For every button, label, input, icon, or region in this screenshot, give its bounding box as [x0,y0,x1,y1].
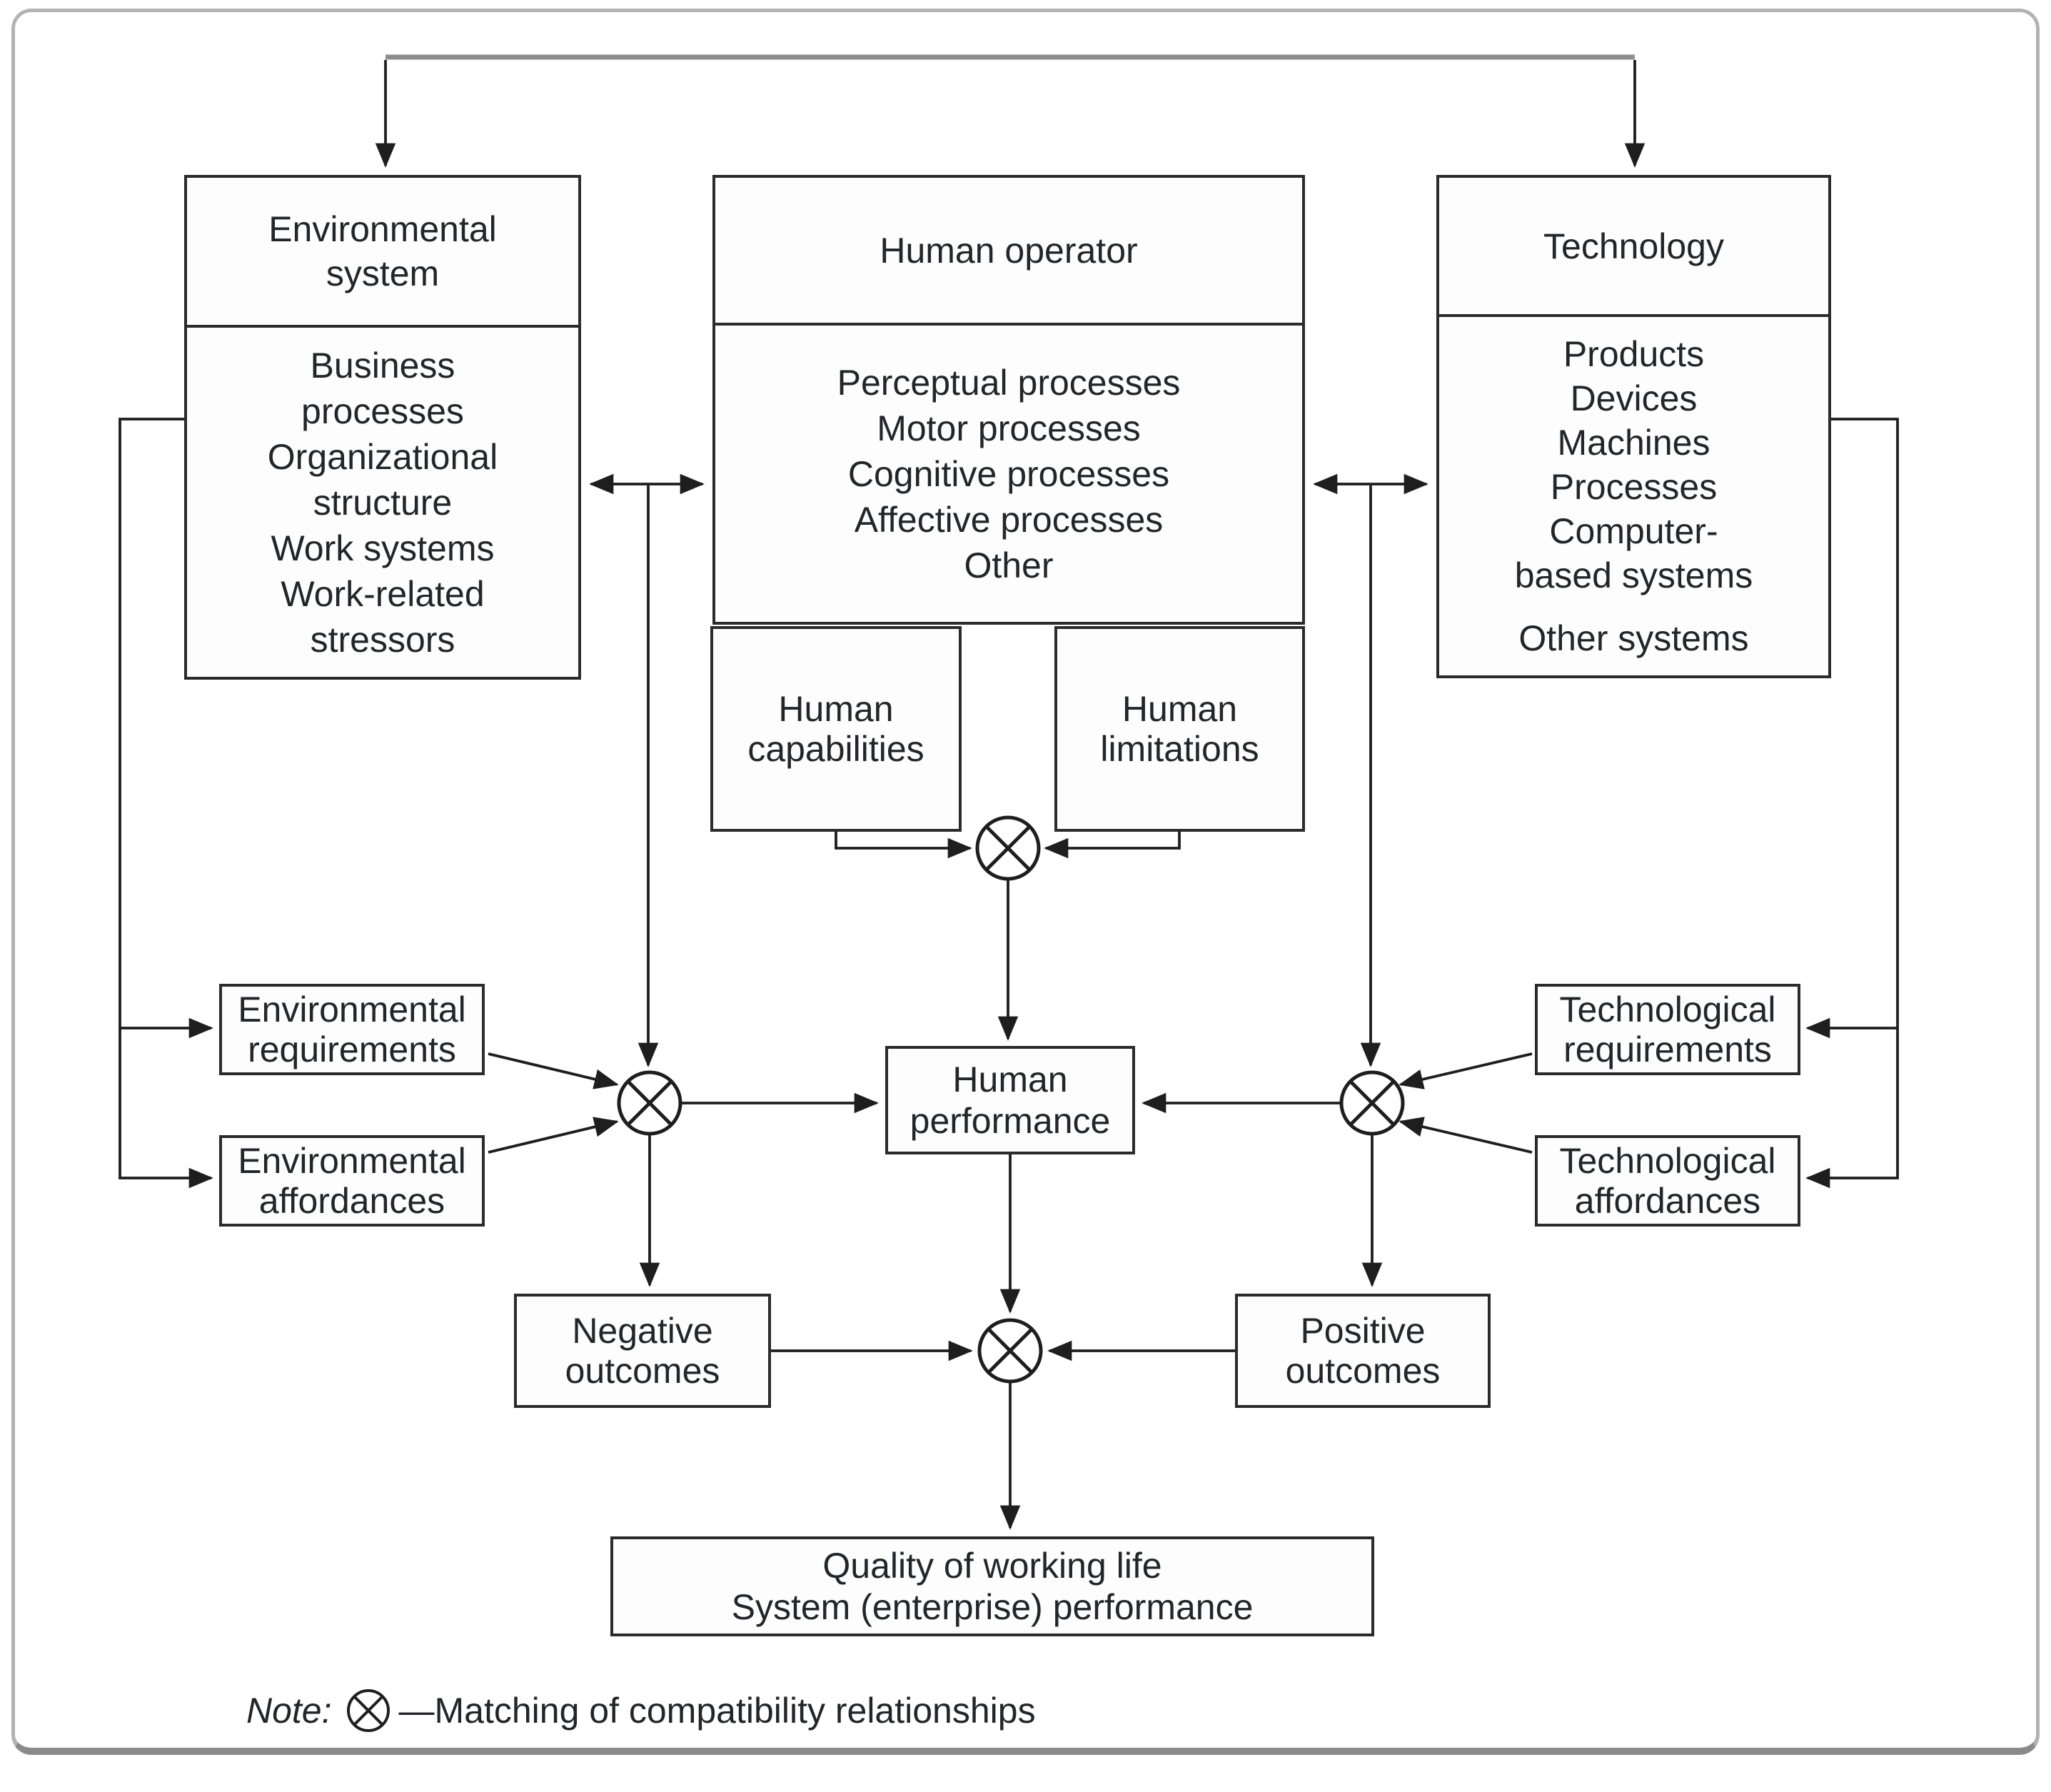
human-operator-box [712,175,1305,625]
env-feedback-to-affordances [120,1028,211,1178]
positive-outcomes-box: Positive outcomes [1235,1294,1491,1408]
list-item: Cognitive processes [847,453,1170,494]
negative-outcomes-box: Negative outcomes [514,1294,771,1408]
list-item: Perceptual processes [837,362,1181,403]
list-item: Motor processes [877,408,1141,448]
tech-affordances-to-matching [1401,1122,1532,1152]
list-item: Affective processes [854,499,1164,540]
list-item: Processes [1550,467,1718,507]
environmental-system-box [184,175,581,680]
list-item: Business processes [301,345,464,431]
tech-feedback-to-affordances [1808,1028,1898,1178]
human-limitations-box: Human limitations [1054,626,1305,832]
list-item: Other systems [1518,618,1749,658]
environmental-affordances-box: Environmental affordances [219,1135,485,1227]
technological-affordances-box: Technological affordances [1535,1135,1800,1227]
human-operator-items [715,326,1302,622]
note [246,1678,1036,1743]
matching-node-icon [1341,1072,1403,1134]
list-item: Work-related stressors [281,573,485,660]
environmental-requirements-box: Environmental requirements [219,984,485,1075]
human-performance-box: Human performance [885,1046,1135,1154]
note-text: —Matching of compatibility relationships [398,1691,1036,1731]
matching-of-compatibility-icon [345,1687,392,1734]
list-item: Devices [1570,378,1698,418]
technological-requirements-box: Technological requirements [1535,984,1800,1075]
matching-node-icon [979,1320,1041,1381]
human-capabilities-box: Human capabilities [710,626,962,832]
quality-of-working-life-box [610,1536,1374,1636]
human-operator-title: Human operator [715,178,1302,326]
environmental-system-title: Environmental system [187,178,578,328]
technology-items [1439,317,1828,675]
quality-line-1: Quality of working life [822,1546,1162,1586]
capabilities-to-matching [836,829,970,848]
list-item: Products [1563,334,1705,374]
list-item: Other [964,545,1054,585]
list-item: Work systems [271,528,495,568]
list-item: Machines [1557,423,1710,463]
quality-line-2: System (enterprise) performance [731,1587,1254,1627]
tech-requirements-to-matching [1401,1054,1532,1084]
list-item: Organizational structure [267,436,498,523]
list-item: Computer-based systems [1514,511,1753,595]
env-requirements-to-matching [488,1054,617,1084]
matching-node-icon [619,1072,680,1134]
technology-box [1436,175,1831,678]
matching-node-icon [977,817,1039,879]
technology-title: Technology [1439,178,1828,317]
environmental-system-items [187,328,578,677]
env-affordances-to-matching [488,1122,617,1152]
limitations-to-matching [1046,829,1179,848]
note-label: Note: [246,1691,332,1731]
